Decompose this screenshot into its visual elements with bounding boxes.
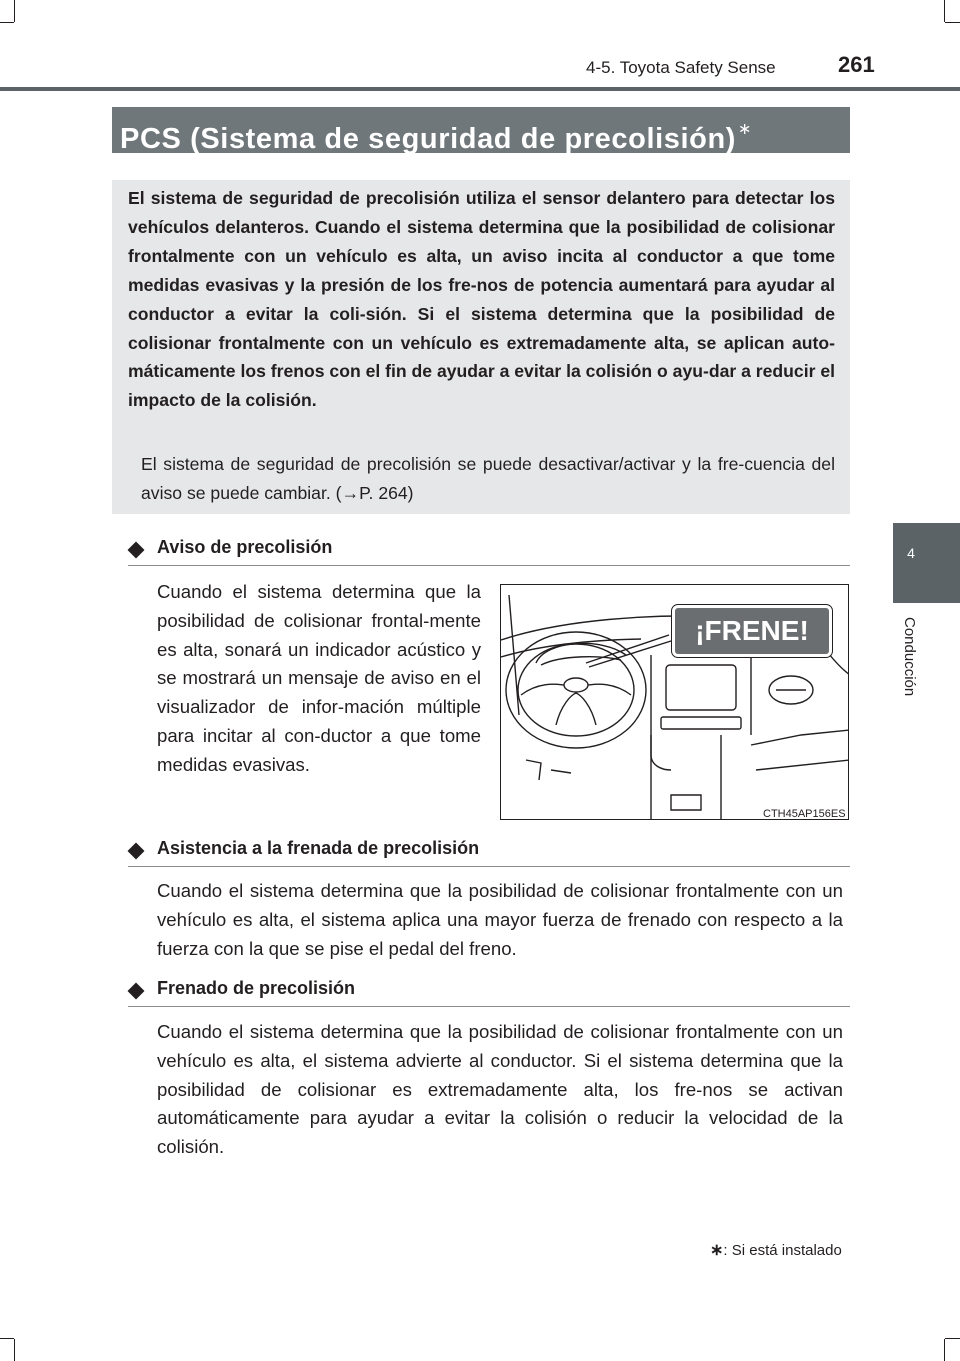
section-body: Cuando el sistema determina que la posibilidad de colisionar frontal-mente es alta, sonará un indicador acústico y se mostrará un mensaje de aviso en el visualizador de infor-mación múltiple para incitar al con-ductor a que tome medidas evasivas. bbox=[157, 581, 481, 775]
diamond-bullet-icon bbox=[128, 983, 145, 1000]
header-divider bbox=[0, 87, 960, 91]
chapter-label: Conducción bbox=[901, 617, 918, 697]
page-title bbox=[112, 107, 850, 153]
chapter-tab bbox=[893, 523, 960, 603]
footnote bbox=[710, 1240, 842, 1260]
diamond-bullet-icon bbox=[128, 542, 145, 559]
crop-mark bbox=[14, 1339, 15, 1361]
section-heading bbox=[128, 537, 850, 565]
crop-mark bbox=[944, 1339, 945, 1361]
intro-bold-text: El sistema de seguridad de precolisión utiliza el sensor delantero para detectar los vehículos delanteros. Cuando el sistema determina que la posibilidad de colisionar frontalmente con un vehículo es alta, un aviso incita al conductor a que tome medidas evasivas y la presión de los fre-nos de potencia aumentará para ayudar al conductor a evitar la coli-sión. Si el sistema determina que la posibilidad de colisionar frontalmente con un vehículo es extremadamente alta, se aplican auto-máticamente los frenos con el fin de ayudar a evitar la colisión o ayu-dar a reducir el impacto de la colisión. bbox=[128, 188, 835, 411]
crop-mark bbox=[944, 0, 945, 22]
title-footnote-marker: ∗ bbox=[738, 121, 753, 138]
crop-mark bbox=[0, 22, 14, 23]
section-body: Cuando el sistema determina que la posibilidad de colisionar frontalmente con un vehículo es alta, el sistema advierte al conductor. Si el sistema determina que la posibilidad de colisionar es extremadamente alta, los fre-nos se activan automáticamente para ayudar a evitar la colisión o reducir la velocidad de la colisión. bbox=[157, 1021, 843, 1158]
footnote-text: : Si está instalado bbox=[723, 1242, 842, 1259]
section-heading bbox=[128, 978, 850, 1006]
section-heading bbox=[128, 838, 850, 866]
section-title: Frenado de precolisión bbox=[157, 978, 356, 998]
diamond-bullet-icon bbox=[128, 843, 145, 860]
section-rule bbox=[128, 866, 850, 867]
crop-mark bbox=[945, 22, 960, 23]
section-rule bbox=[128, 1006, 850, 1007]
section-rule bbox=[128, 565, 850, 566]
section-body: Cuando el sistema determina que la posibilidad de colisionar frontalmente con un vehículo es alta, el sistema aplica una mayor fuerza de frenado con respecto a la fuerza con la que se pise el pedal del freno. bbox=[157, 880, 843, 959]
header-section-title: 4-5. Toyota Safety Sense bbox=[586, 58, 776, 77]
page-title-text: PCS (Sistema de seguridad de precolisión) bbox=[120, 123, 737, 155]
crop-mark bbox=[0, 1338, 14, 1339]
warning-message-display: ¡FRENE! bbox=[672, 605, 832, 657]
footnote-marker: ∗ bbox=[710, 1242, 724, 1259]
chapter-number: 4 bbox=[907, 545, 915, 561]
page-number: 261 bbox=[838, 52, 875, 77]
crop-mark bbox=[14, 0, 15, 22]
crop-mark bbox=[945, 1338, 960, 1339]
intro-note-text: El sistema de seguridad de precolisión se puede desactivar/activar y la fre-cuencia del aviso se puede cambiar. (→P. 264) bbox=[141, 454, 835, 503]
section-title: Asistencia a la frenada de precolisión bbox=[157, 838, 480, 858]
illustration-code: CTH45AP156ES bbox=[763, 808, 846, 820]
section-title: Aviso de precolisión bbox=[157, 537, 333, 557]
